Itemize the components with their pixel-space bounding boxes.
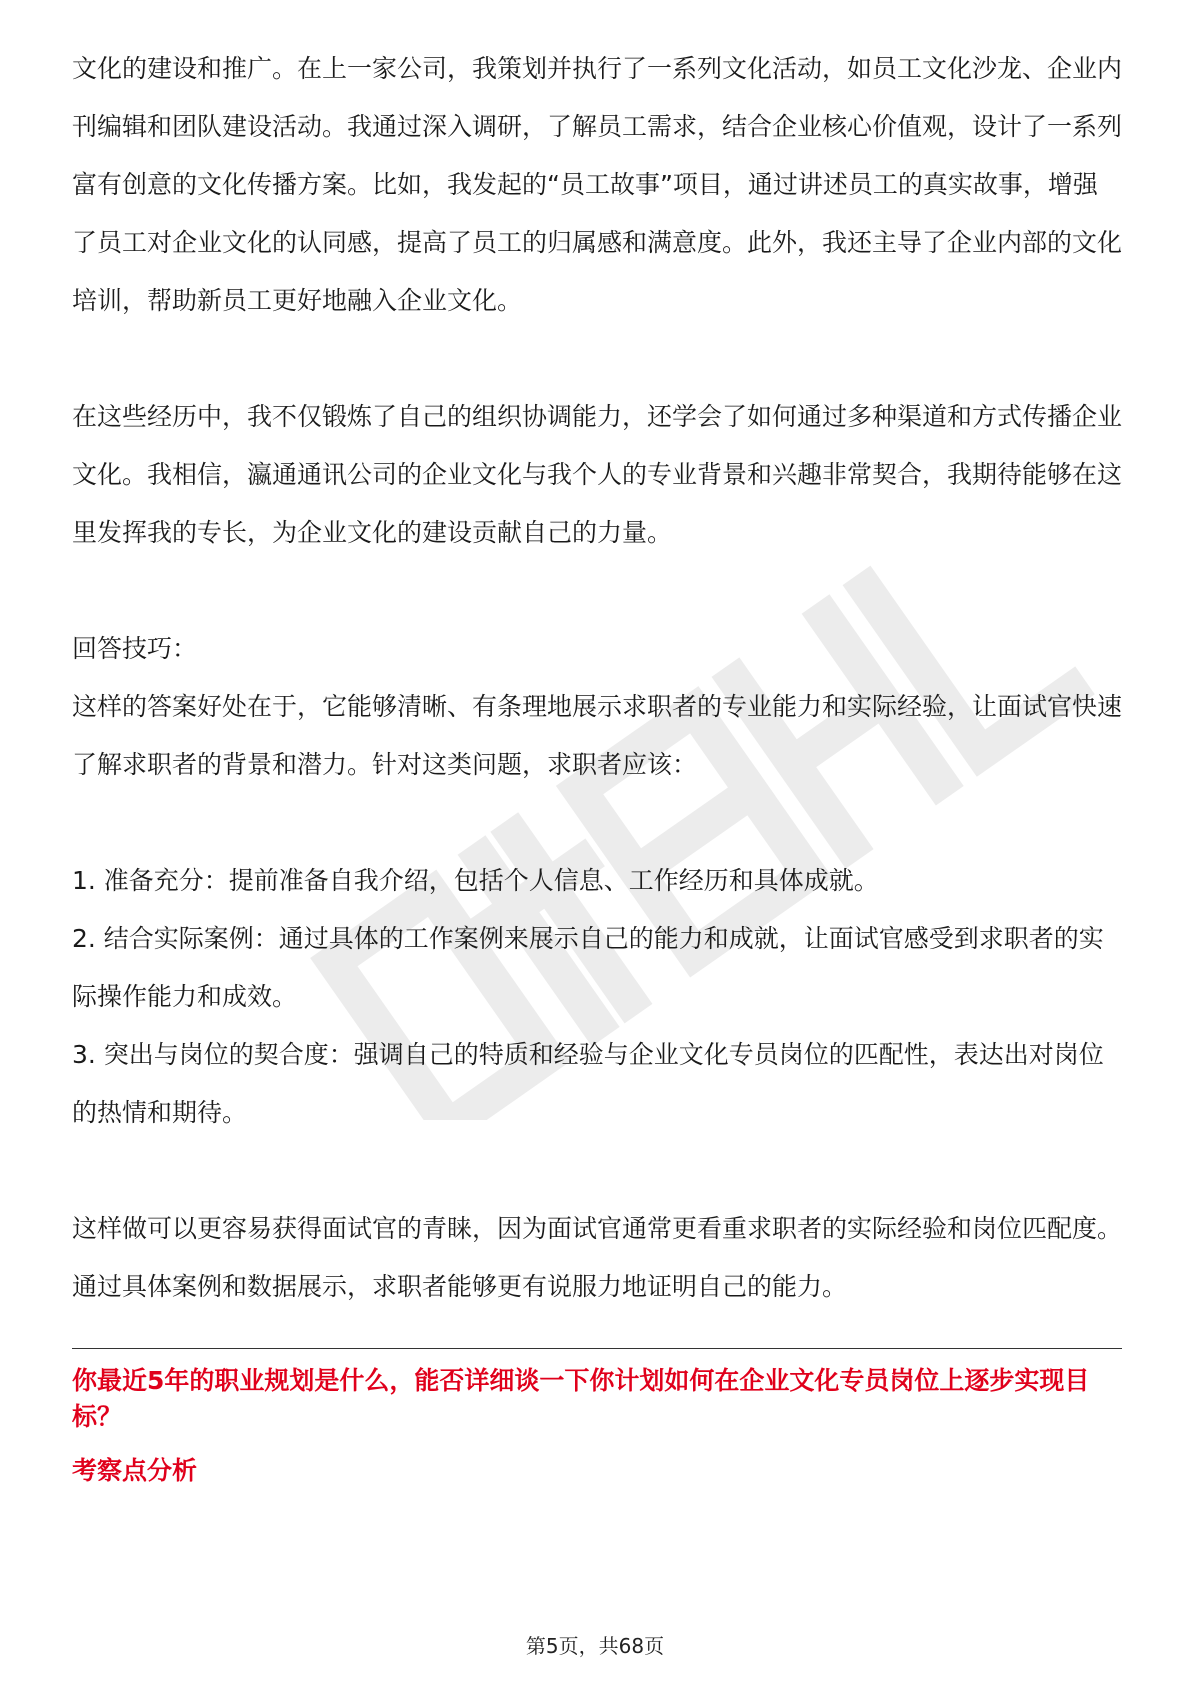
tip-item-1: 1. 准备充分：提前准备自我介绍，包括个人信息、工作经历和具体成就。 [72, 866, 879, 895]
paragraph-conclusion-fit: 在这些经历中，我不仅锻炼了自己的组织协调能力，还学会了如何通过多种渠道和方式传播企业文化。我相信，瀛通通讯公司的企业文化与我个人的专业背景和兴趣非常契合，我期待能够在这里发挥我的专长，为企业文化的建设贡献自己的力量。 [72, 402, 1123, 547]
document-page [72, 40, 1122, 1489]
tip-item-2: 2. 结合实际案例：通过具体的工作案例来展示自己的能力和成就，让面试官感受到求职者的实际操作能力和成效。 [72, 924, 1104, 1011]
paragraph-culture-experience: 文化的建设和推广。在上一家公司，我策划并执行了一系列文化活动，如员工文化沙龙、企业内刊编辑和团队建设活动。我通过深入调研，了解员工需求，结合企业核心价值观，设计了一系列富有创意的文化传播方案。比如，我发起的“员工故事”项目，通过讲述员工的真实故事，增强了员工对企业文化的认同感，提高了员工的归属感和满意度。此外，我还主导了企业内部的文化培训，帮助新员工更好地融入企业文化。 [72, 54, 1123, 315]
tips-intro: 这样的答案好处在于，它能够清晰、有条理地展示求职者的专业能力和实际经验，让面试官快速了解求职者的背景和潜力。针对这类问题，求职者应该： [72, 692, 1123, 779]
section-divider [72, 1348, 1122, 1349]
question-title: 你最近5年的职业规划是什么，能否详细谈一下你计划如何在企业文化专员岗位上逐步实现目标？ [72, 1366, 1090, 1431]
page-number: 第5页，共68页 [525, 1634, 665, 1658]
tip-item-3: 3. 突出与岗位的契合度：强调自己的特质和经验与企业文化专员岗位的匹配性，表达出对岗位的热情和期待。 [72, 1040, 1104, 1127]
tips-conclusion: 这样做可以更容易获得面试官的青睐，因为面试官通常更看重求职者的实际经验和岗位匹配度。通过具体案例和数据展示，求职者能够更有说服力地证明自己的能力。 [72, 1214, 1123, 1301]
analysis-subheading: 考察点分析 [72, 1456, 198, 1485]
tips-heading: 回答技巧： [72, 634, 198, 663]
